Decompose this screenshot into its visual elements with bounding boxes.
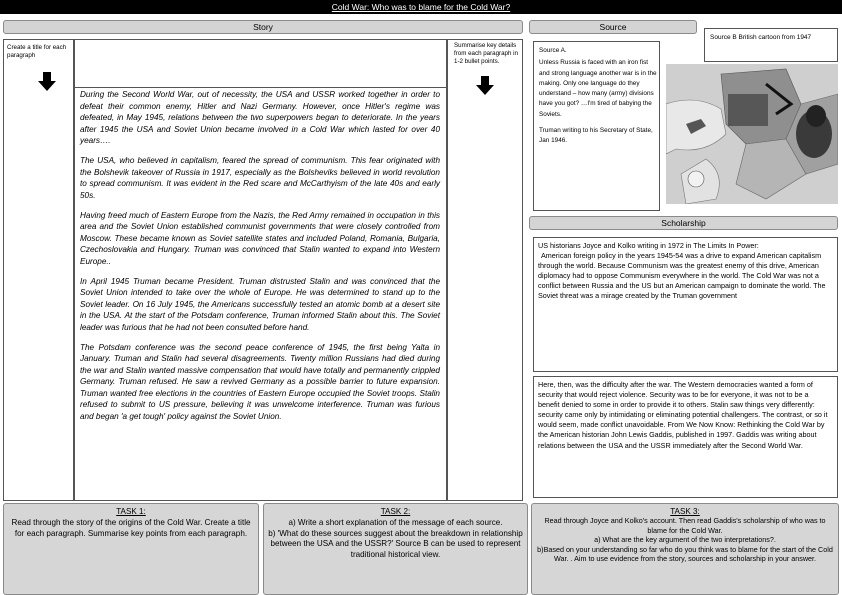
story-title-box	[74, 39, 447, 88]
story-paragraph: In April 1945 Truman became President. Truman distrusted Stalin and was convinced that the Soviet Union intended to take over the whole of Europe. He was determined to stand up to the Soviet leader. On 16 July 1945, the Americans successfully tested an atomic bomb at a desert site in the USA. At the start of the Potsdam conference, Truman informed Stalin about this. The Soviet leader was furious that he had not been consulted before hand.	[80, 276, 440, 332]
story-heading: Story	[3, 20, 523, 34]
summary-column-box	[447, 39, 523, 501]
title-column-box	[3, 39, 74, 501]
source-b-caption: Source B British cartoon from 1947	[710, 34, 812, 41]
source-a	[539, 46, 657, 149]
scholarship-heading: Scholarship	[529, 216, 838, 230]
task-2-title: TASK 2:	[380, 507, 411, 516]
story-paragraph: The USA, who believed in capitalism, feared the spread of communism. This fear originated with the Bolshevik takeover of Russia in 1917, especially as the Bolsheviks believed in world revolution to spread communism. It was evident in the Red scare and McCarthyism of the late 40s and early 50s.	[80, 156, 440, 200]
task-2-part-a: a) Write a short explanation of the message of each source.	[288, 517, 503, 527]
down-arrow-icon	[38, 72, 56, 92]
title-instruction-note: Create a title for each paragraph	[7, 44, 67, 59]
task-1-title: TASK 1:	[116, 507, 146, 516]
story-paragraph: During the Second World War, out of necessity, the USA and USSR worked together in order to defeat their common enemy, Hitler and Nazi Germany. However, once Hitler's regime was defeated, in May 1945, relations between the two superpowers began to deteriorate. In the years after 1945 the USA and Soviet Union became involved in a Cold War which lasted for over 40 years….	[80, 90, 440, 145]
source-a-attribution: Truman writing to his Secretary of State, Jan 1946.	[539, 127, 653, 145]
source-a-label: Source A.	[539, 47, 567, 54]
task-3-part-b: b)Based on your understanding so far who do you think was to blame for the start of the Cold War. . Aim to use evidence from the story, sources and scholarship in your answer.	[537, 544, 833, 564]
page-title: Cold War: Who was to blame for the Cold War?	[0, 0, 842, 14]
task-3-part-a: a) What are the key argument of the two interpretations?.	[594, 535, 776, 545]
story-paragraph: Having freed much of Eastern Europe from the Nazis, the Red Army remained in occupation in this area and the Soviet Union established communist governments that were closely controlled from Moscow. These became known as Soviet satellite states and included Poland, Romania, Bulgaria, Czechoslovakia and Hungary. Truman was convinced that Stalin wanted to expand into Western Europe..	[80, 210, 440, 266]
source-a-quote: Unless Russia is faced with an iron fist and strong language another war is in the making. Only one language do they understand – how many (army) divisions have you got? …I'm tired of babying the Soviets.	[539, 59, 657, 118]
task-3-intro: Read through Joyce and Kolko's account. Then read Gaddis's scholarship of who was to blame for the Cold War.	[544, 516, 826, 535]
story-text	[80, 89, 440, 431]
story-paragraph: The Potsdam conference was the second peace conference of 1945, the first being Yalta in January. Truman and Stalin had several disagreements. Twenty million Russians had died during the war and Stalin wanted massive compensation that would have totally and permanently crippled Germany. Truman refused. He saw a revived Germany as a possible barrier to future expansion. Truman wanted free elections in the countries of Eastern Europe occupied the Soviet troops. Stalin refused to submit to US pressure, believing it was unwelcome interference. Truman was furious and began 'a get tough' policy against the Soviet Union.	[80, 342, 440, 421]
kolko-interpretation	[538, 241, 832, 302]
task-1-text: Read through the story of the origins of the Cold War. Create a title for each paragraph. Summarise key points from each paragraph.	[11, 517, 251, 538]
gaddis-interpretation: Here, then, was the difficulty after the war. The Western democracies wanted a form of security that would reject violence. Security was to be for everyone, it was not to be a benefit denied to some in order to provide it to others. Stalin saw things very differently: security came only by intimidating or eliminating potential challengers. The contrast, or so it would seem, made conflict unavoidable. From We Now Know: Rethinking the Cold War by the American historian John Lewis Gaddis, published in 1997. Gaddis was writing about relations between the USA and the USSR immediately after the Second World War.	[538, 380, 828, 450]
source-b-cartoon-image	[666, 64, 838, 204]
task-2-box	[263, 503, 528, 595]
summary-instruction-note: Summarise key details from each paragraph in 1-2 bullet points.	[454, 42, 518, 65]
task-1-box	[3, 503, 259, 595]
task-3-title: TASK 3:	[670, 507, 700, 516]
source-heading: Source	[529, 20, 697, 34]
task-2-part-b: b) 'What do these sources suggest about the breakdown in relationship between the USA and the USSR?' Source B can be used to represent traditional historical view.	[268, 528, 523, 560]
task-3-box	[531, 503, 839, 595]
down-arrow-icon	[476, 76, 494, 96]
kolko-text: American foreign policy in the years 1945-54 was a drive to expand American capitalism through the world. Because Communism was the greatest enemy of this drive, American diplomacy had to oppose Communism everywhere in the world. The Cold War was not a conflict between Russia and the US but an American campaign to dominate the world. The Soviet threat was a mirage created by the Truman government	[538, 251, 826, 301]
kolko-intro: US historians Joyce and Kolko writing in 1972 in The Limits In Power:	[538, 241, 759, 250]
